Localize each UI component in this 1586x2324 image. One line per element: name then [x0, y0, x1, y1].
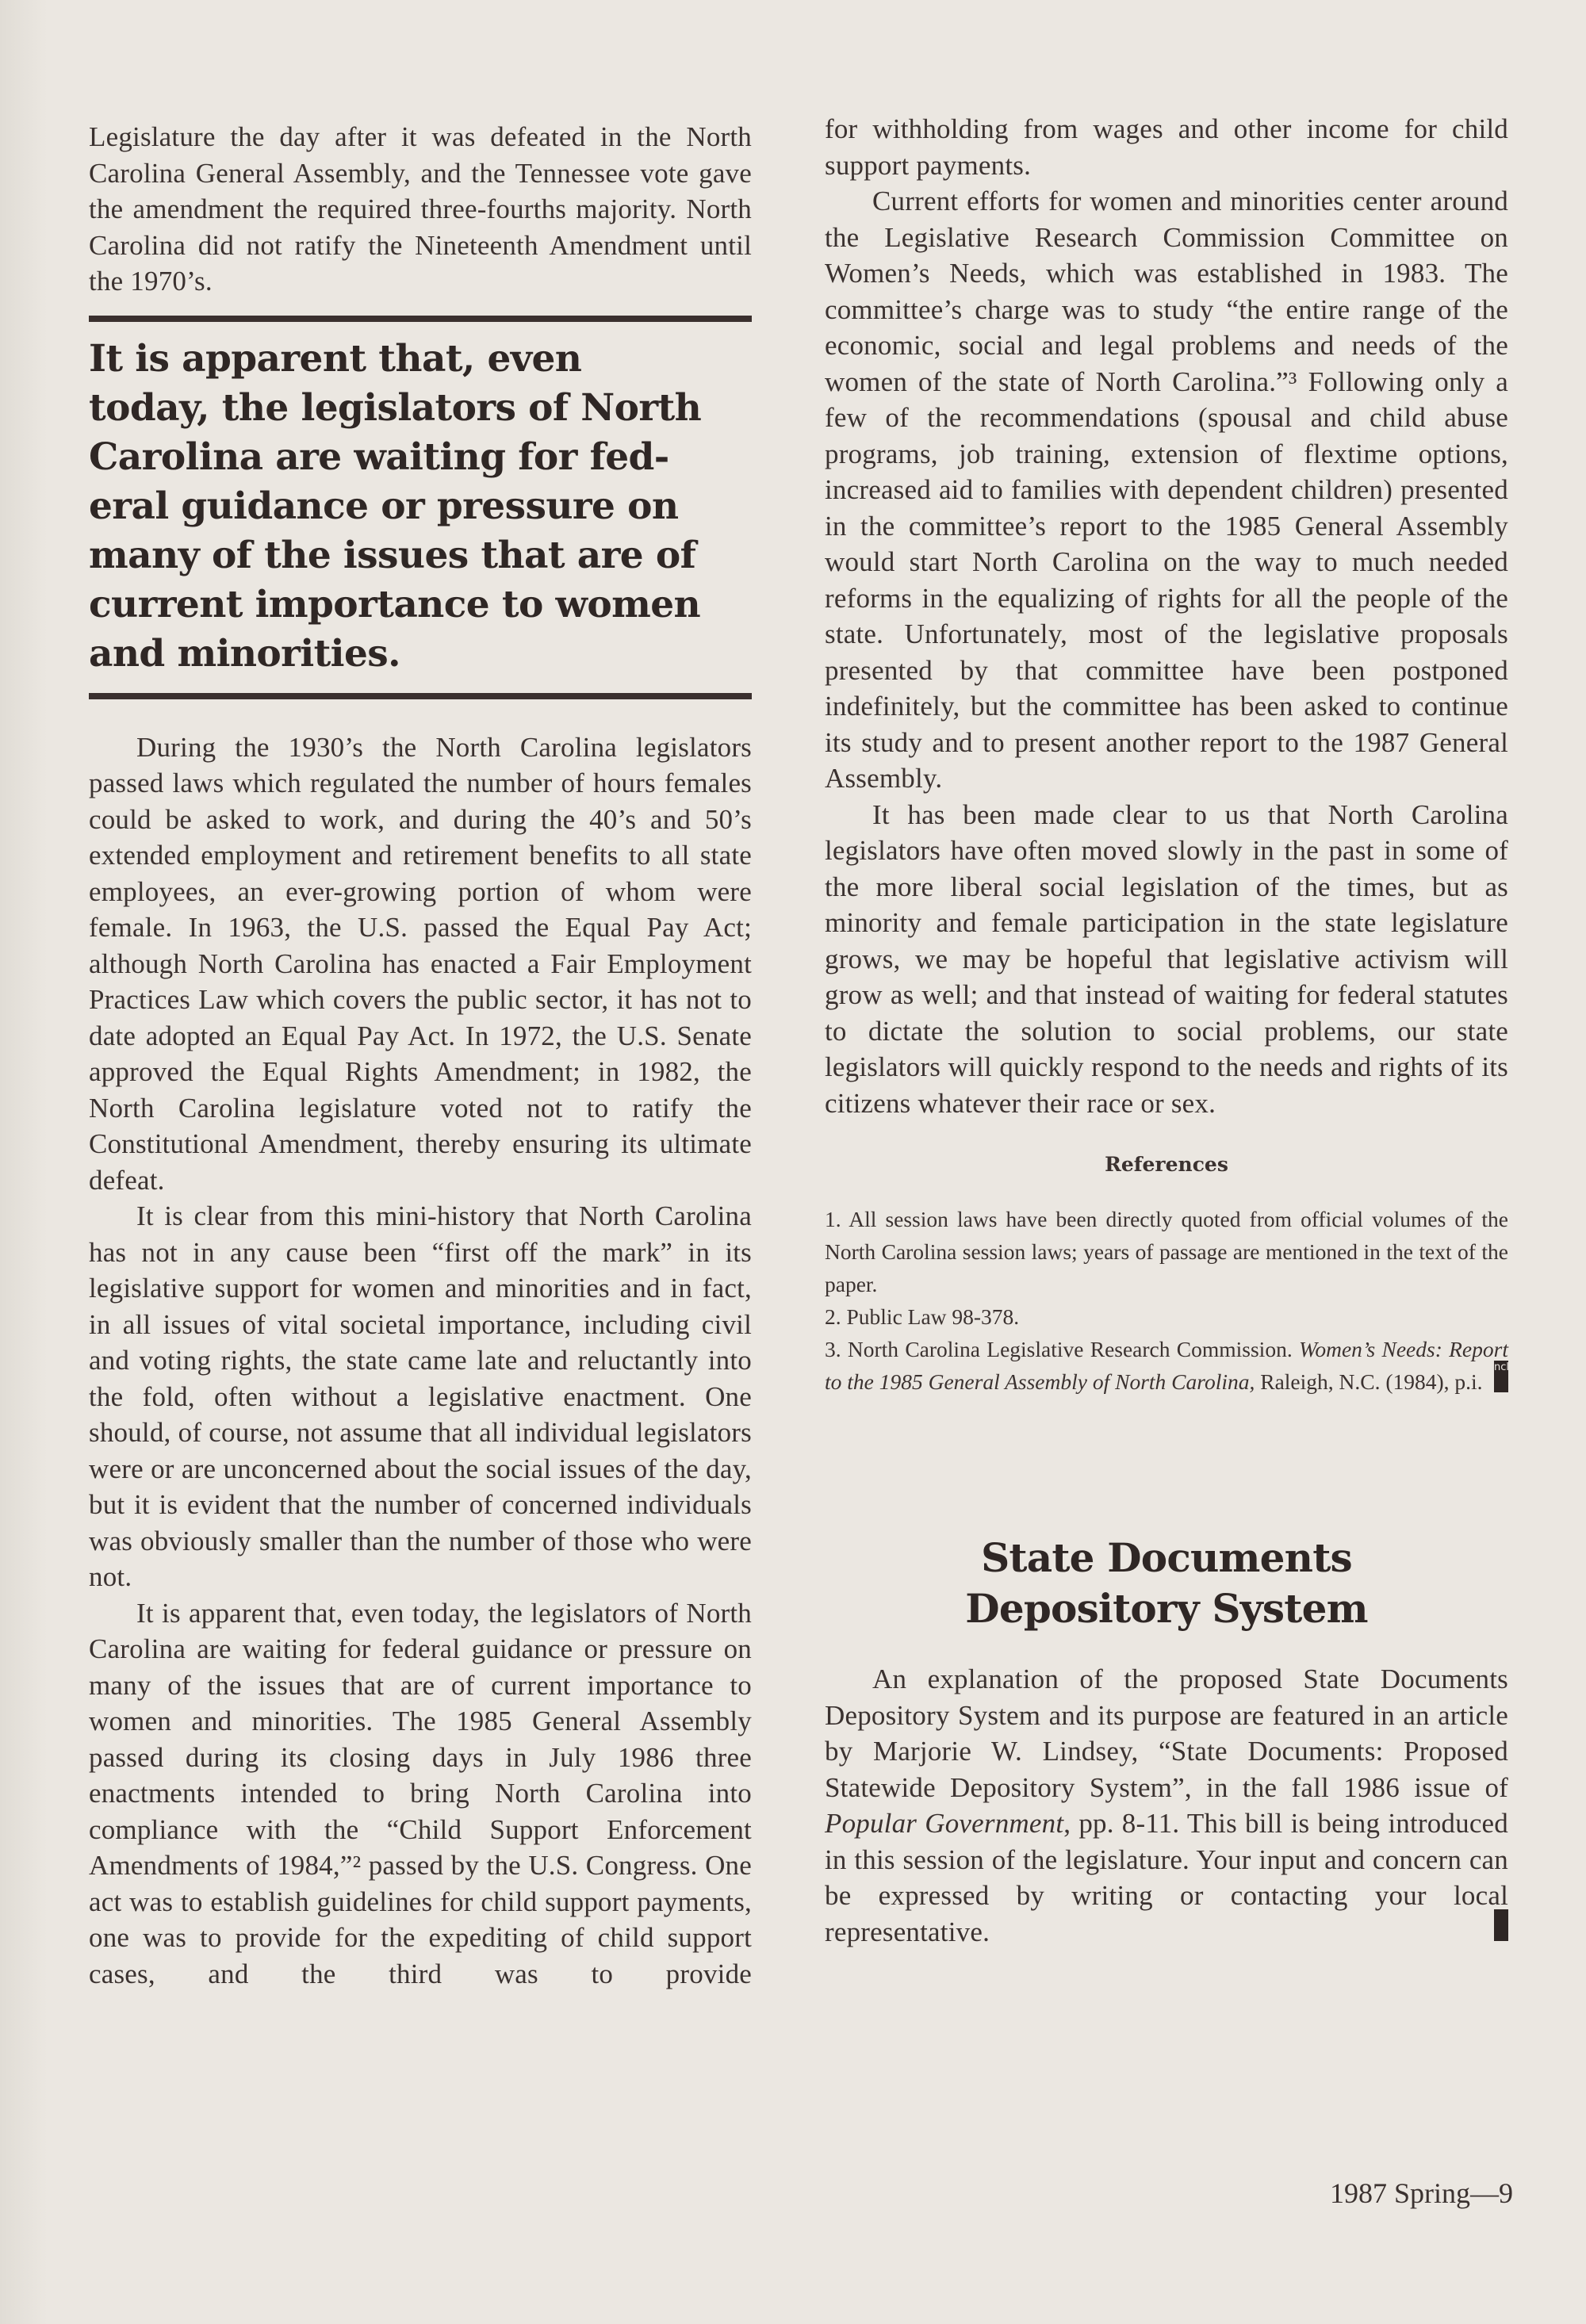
pull-quote-line: and minorities. [89, 631, 400, 676]
ncl-end-mark-icon: ncl [1494, 1909, 1508, 1941]
page-footer-folio: 1987 Spring—9 [1329, 2177, 1513, 2209]
reference-title-italic: Women’s Needs: Report to the 1985 General Assembly of North Carolina, [825, 1337, 1508, 1394]
body-paragraph: for withholding from wages and other income for child support payments. [825, 113, 1508, 181]
pull-quote-line: Carolina are waiting for fed- [89, 435, 669, 479]
body-paragraph: It is clear from this mini-history that North Carolina has not in any cause been “first off the mark” in its legislative support for women and minorities and in fact, in all issues of vital societal importance, including civil and voting rights, the state came late and reluctantly into the fold, often without a legislative enactment. One should, of course, not assume that all individual legislators were or are unconcerned about the social issues of the day, but it is evident that the number of concerned individuals was obviously smaller than the number of those who were not. [89, 1200, 752, 1592]
article-heading-line: Depository System [965, 1585, 1368, 1632]
ncl-end-mark-icon: ncl [1494, 1361, 1508, 1392]
reference-item: 2. Public Law 98-378. [825, 1304, 1020, 1329]
pull-quote-top-rule [89, 316, 752, 322]
article-body [825, 1661, 1557, 1950]
body-paragraph: During the 1930’s the North Carolina legislators passed laws which regulated the number of hours females could be asked to work, and during the 40’s and 50’s extended employment and retirement benefits to all state employees, an ever-growing portion of whom were female. In 1963, the U.S. passed the Equal Pay Act; although North Carolina has enacted a Fair Employment Practices Law which covers the public sector, it has not to date adopted an Equal Pay Act. In 1972, the U.S. Senate approved the Equal Rights Amendment; in 1982, the North Carolina legislature voted not to ratify the Constitutional Amendment, thereby ensuring its ultimate defeat. [89, 731, 752, 1196]
article-body-text: , pp. 8-11. This bill is being introduced in this session of the legislature. Your input and concern can be expressed by writing or contacting your local representative. [825, 1808, 1508, 1947]
right-column [825, 111, 1557, 1950]
publication-title: Popular Government [825, 1808, 1064, 1839]
pull-quote-line: eral guidance or pressure on [89, 484, 679, 528]
state-documents-article [825, 1533, 1557, 1950]
pull-quote-line: today, the legislators of North [89, 385, 702, 430]
body-paragraph: It has been made clear to us that North Carolina legislators have often moved slowly in the past in some of the more liberal social legislation of the times, but as minority and female participation in the state legislature grows, we may be hopeful that legislative activism will grow as well; and that instead of waiting for federal statutes to dictate the solution to social problems, our state legislators will quickly respond to the needs and rights of its citizens whatever their race or sex. [825, 798, 1508, 1119]
page-gutter-shadow [0, 0, 48, 2324]
reference-item [825, 1333, 1508, 1398]
pull-quote [89, 335, 752, 679]
pull-quote-line: many of the issues that are of [89, 533, 696, 577]
article-body-text: An explanation of the proposed State Documents Depository System and its purpose are featured in an article by Marjorie W. Lindsey, “State Documents: Proposed Statewide Depository System”, in the fall 1986 issue of [825, 1664, 1508, 1803]
left-column [89, 119, 752, 1992]
reference-prefix: 3. North Carolina Legislative Research Commission. [825, 1337, 1299, 1361]
reference-item: 1. All session laws have been directly quoted from official volumes of the North Carolina session laws; years of passage are mentioned in the text of the paper. [825, 1207, 1508, 1296]
references-title: References [1105, 1153, 1228, 1176]
article-heading-line: State Documents [981, 1534, 1352, 1581]
body-paragraph: Current efforts for women and minorities center around the Legislative Research Commission Committee on Women’s Needs, which was established in 1983. The committee’s charge was to study “the entire range of the economic, social and legal problems and needs of the women of the state of North Carolina.”³ Following only a few of the recommendations (spousal and child abuse programs, job training, extension of flextime options, increased aid to families with dependent children) presented in the committee’s report to the 1985 General Assembly would start North Carolina on the way to much needed reforms in the equalizing of rights for all the people of the state. Unfortunately, most of the legislative proposals presented by that committee have been postponed indefinitely, but the committee has been asked to continue its study and to present another report to the 1987 General Assembly. [825, 186, 1508, 794]
continued-paragraph: Legislature the day after it was defeated in the North Carolina General Assembly, and the Tennessee vote gave the amendment the required three-fourths majority. North Carolina did not ratify the Nineteenth Amendment until the 1970’s. [89, 121, 752, 297]
references-section [825, 1153, 1508, 1398]
pull-quote-line: current importance to women [89, 582, 701, 626]
pull-quote-line: It is apparent that, even [89, 336, 582, 381]
body-paragraph: It is apparent that, even today, the legislators of North Carolina are waiting for federal guidance or pressure on many of the issues that are of current importance to women and minorities. The 1985 General Assembly passed during its closing days in July 1986 three enactments intended to bring North Carolina into compliance with the “Child Support Enforcement Amendments of 1984,”² passed by the U.S. Congress. One act was to establish guidelines for child support payments, one was to provide for the expediting of child support cases, and the third was to provide [89, 1597, 752, 1989]
pull-quote-bottom-rule [89, 693, 752, 699]
reference-suffix: Raleigh, N.C. (1984), p.i. [1255, 1369, 1483, 1394]
article-heading [825, 1533, 1508, 1634]
